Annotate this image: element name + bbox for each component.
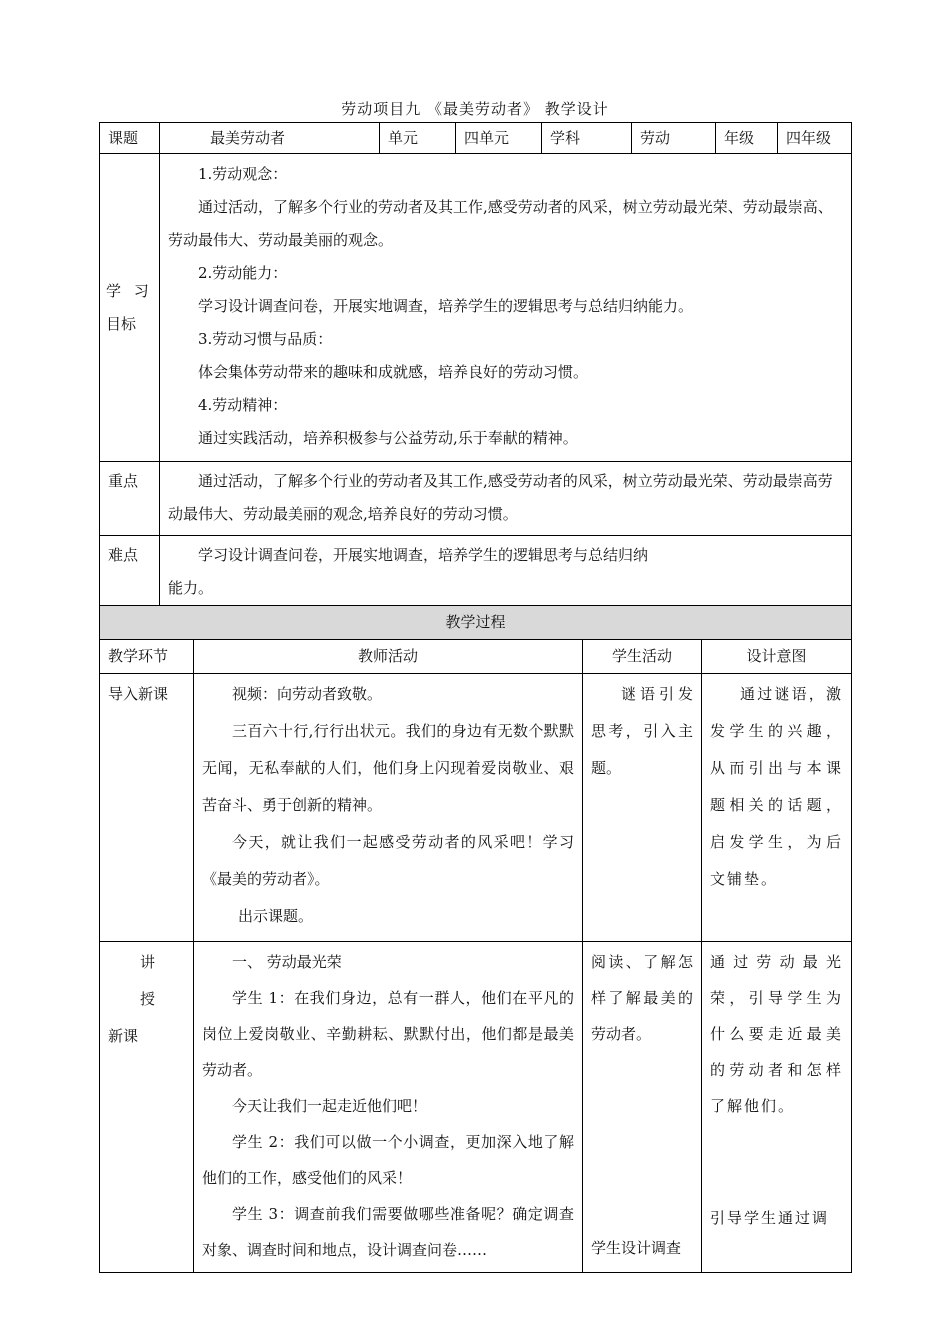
col-stage-header: 教学环节 xyxy=(100,640,194,674)
goal-text-1: 通过活动，了解多个行业的劳动者及其工作,感受劳动者的风采，树立劳动最光荣、劳动最崇高、劳动最伟大、劳动最美丽的观念。 xyxy=(168,198,833,249)
goal-text-3: 体会集体劳动带来的趣味和成就感，培养良好的劳动习惯。 xyxy=(198,363,589,381)
header-row xyxy=(100,123,852,154)
grade-label: 年级 xyxy=(716,123,778,154)
lecture-design-b: 引导学生通过调 xyxy=(710,1209,830,1227)
intro-teacher-p2: 三百六十行,行行出状元。我们的身边有无数个默默无闻，无私奉献的人们，他们身上闪现着爱岗敬业、艰苦奋斗、勇于创新的精神。 xyxy=(202,722,574,814)
process-title: 教学过程 xyxy=(100,606,852,640)
lecture-teacher-p5: 学生 3：调查前我们需要做哪些准备呢？确定调查对象、调查时间和地点，设计调查问卷…… xyxy=(202,1205,574,1259)
intro-teacher-p3: 今天，就让我们一起感受劳动者的风采吧！学习《最美的劳动者》。 xyxy=(202,833,574,888)
goal-title-4: 4.劳动精神： xyxy=(198,396,288,414)
lecture-stage-line2: 新课 xyxy=(108,1027,139,1045)
info-table xyxy=(99,122,852,614)
topic-value: 最美劳动者 xyxy=(160,123,380,154)
lecture-teacher-p1: 一、 劳动最光荣 xyxy=(232,953,342,971)
goals-label-line2: 目标 xyxy=(106,314,137,333)
process-table xyxy=(99,605,852,1273)
goal-title-1: 1.劳动观念： xyxy=(198,165,288,183)
goals-label-line1: 学 习 xyxy=(106,281,153,300)
intro-row xyxy=(100,674,852,942)
difficulty-line2: 能力。 xyxy=(168,579,214,597)
subject-value: 劳动 xyxy=(632,123,716,154)
intro-design xyxy=(702,674,852,942)
difficulty-row xyxy=(100,536,852,614)
subject-label: 学科 xyxy=(542,123,632,154)
lecture-teacher-p3: 今天让我们一起走近他们吧！ xyxy=(232,1097,428,1115)
difficulty-line1: 学习设计调查问卷，开展实地调查，培养学生的逻辑思考与总结归纳 xyxy=(198,546,649,564)
goals-row xyxy=(100,154,852,462)
difficulty-label: 难点 xyxy=(100,536,160,614)
goal-text-4: 通过实践活动，培养积极参与公益劳动,乐于奉献的精神。 xyxy=(198,429,578,447)
key-point-content xyxy=(160,462,852,536)
intro-stage: 导入新课 xyxy=(100,674,194,942)
intro-design-text: 通过谜语，激发学生的兴趣，从而引出与本课题相关的话题，启发学生，为后文铺垫。 xyxy=(710,685,844,888)
lecture-student-b: 学生设计调查 xyxy=(591,1239,682,1257)
lecture-teacher xyxy=(194,942,583,1273)
lecture-design-a: 通过劳动最光荣，引导学生为什么要走近最美的劳动者和怎样了解他们。 xyxy=(710,953,844,1115)
process-title-row xyxy=(100,606,852,640)
unit-label: 单元 xyxy=(380,123,456,154)
document-title: 劳动项目九 《最美劳动者》 教学设计 xyxy=(341,100,609,118)
col-design-header: 设计意图 xyxy=(702,640,852,674)
key-point-row xyxy=(100,462,852,536)
grade-value: 四年级 xyxy=(778,123,852,154)
key-point-label: 重点 xyxy=(100,462,160,536)
lecture-design xyxy=(702,942,852,1273)
unit-value: 四单元 xyxy=(456,123,542,154)
topic-label: 课题 xyxy=(100,123,160,154)
goal-title-2: 2.劳动能力： xyxy=(198,264,288,282)
col-student-header: 学生活动 xyxy=(583,640,702,674)
goal-title-3: 3.劳动习惯与品质： xyxy=(198,330,333,348)
lecture-student-a: 阅读、了解怎样了解最美的劳动者。 xyxy=(591,953,693,1043)
intro-student xyxy=(583,674,702,942)
intro-teacher-p1: 视频：向劳动者致敬。 xyxy=(232,685,383,703)
lecture-stage xyxy=(100,942,194,1273)
key-point-text: 通过活动，了解多个行业的劳动者及其工作,感受劳动者的风采，树立劳动最光荣、劳动最崇高劳动最伟大、劳动最美丽的观念,培养良好的劳动习惯。 xyxy=(168,472,833,523)
lecture-row xyxy=(100,942,852,1273)
col-teacher-header: 教师活动 xyxy=(194,640,583,674)
process-column-headers xyxy=(100,640,852,674)
goal-text-2: 学习设计调查问卷，开展实地调查，培养学生的逻辑思考与总结归纳能力。 xyxy=(198,297,694,315)
lecture-student xyxy=(583,942,702,1273)
intro-student-text: 谜语引发思考，引入主题。 xyxy=(591,685,693,777)
intro-teacher-p4: 出示课题。 xyxy=(238,907,314,925)
goals-content xyxy=(160,154,852,462)
lecture-stage-line1: 讲 授 xyxy=(140,953,162,1008)
lecture-teacher-p4: 学生 2：我们可以做一个小调查，更加深入地了解他们的工作，感受他们的风采！ xyxy=(202,1133,574,1187)
intro-teacher xyxy=(194,674,583,942)
goals-label xyxy=(100,154,160,462)
lecture-teacher-p2: 学生 1：在我们身边，总有一群人，他们在平凡的岗位上爱岗敬业、辛勤耕耘、默默付出，他们都是最美劳动者。 xyxy=(202,989,574,1079)
difficulty-content xyxy=(160,536,852,614)
